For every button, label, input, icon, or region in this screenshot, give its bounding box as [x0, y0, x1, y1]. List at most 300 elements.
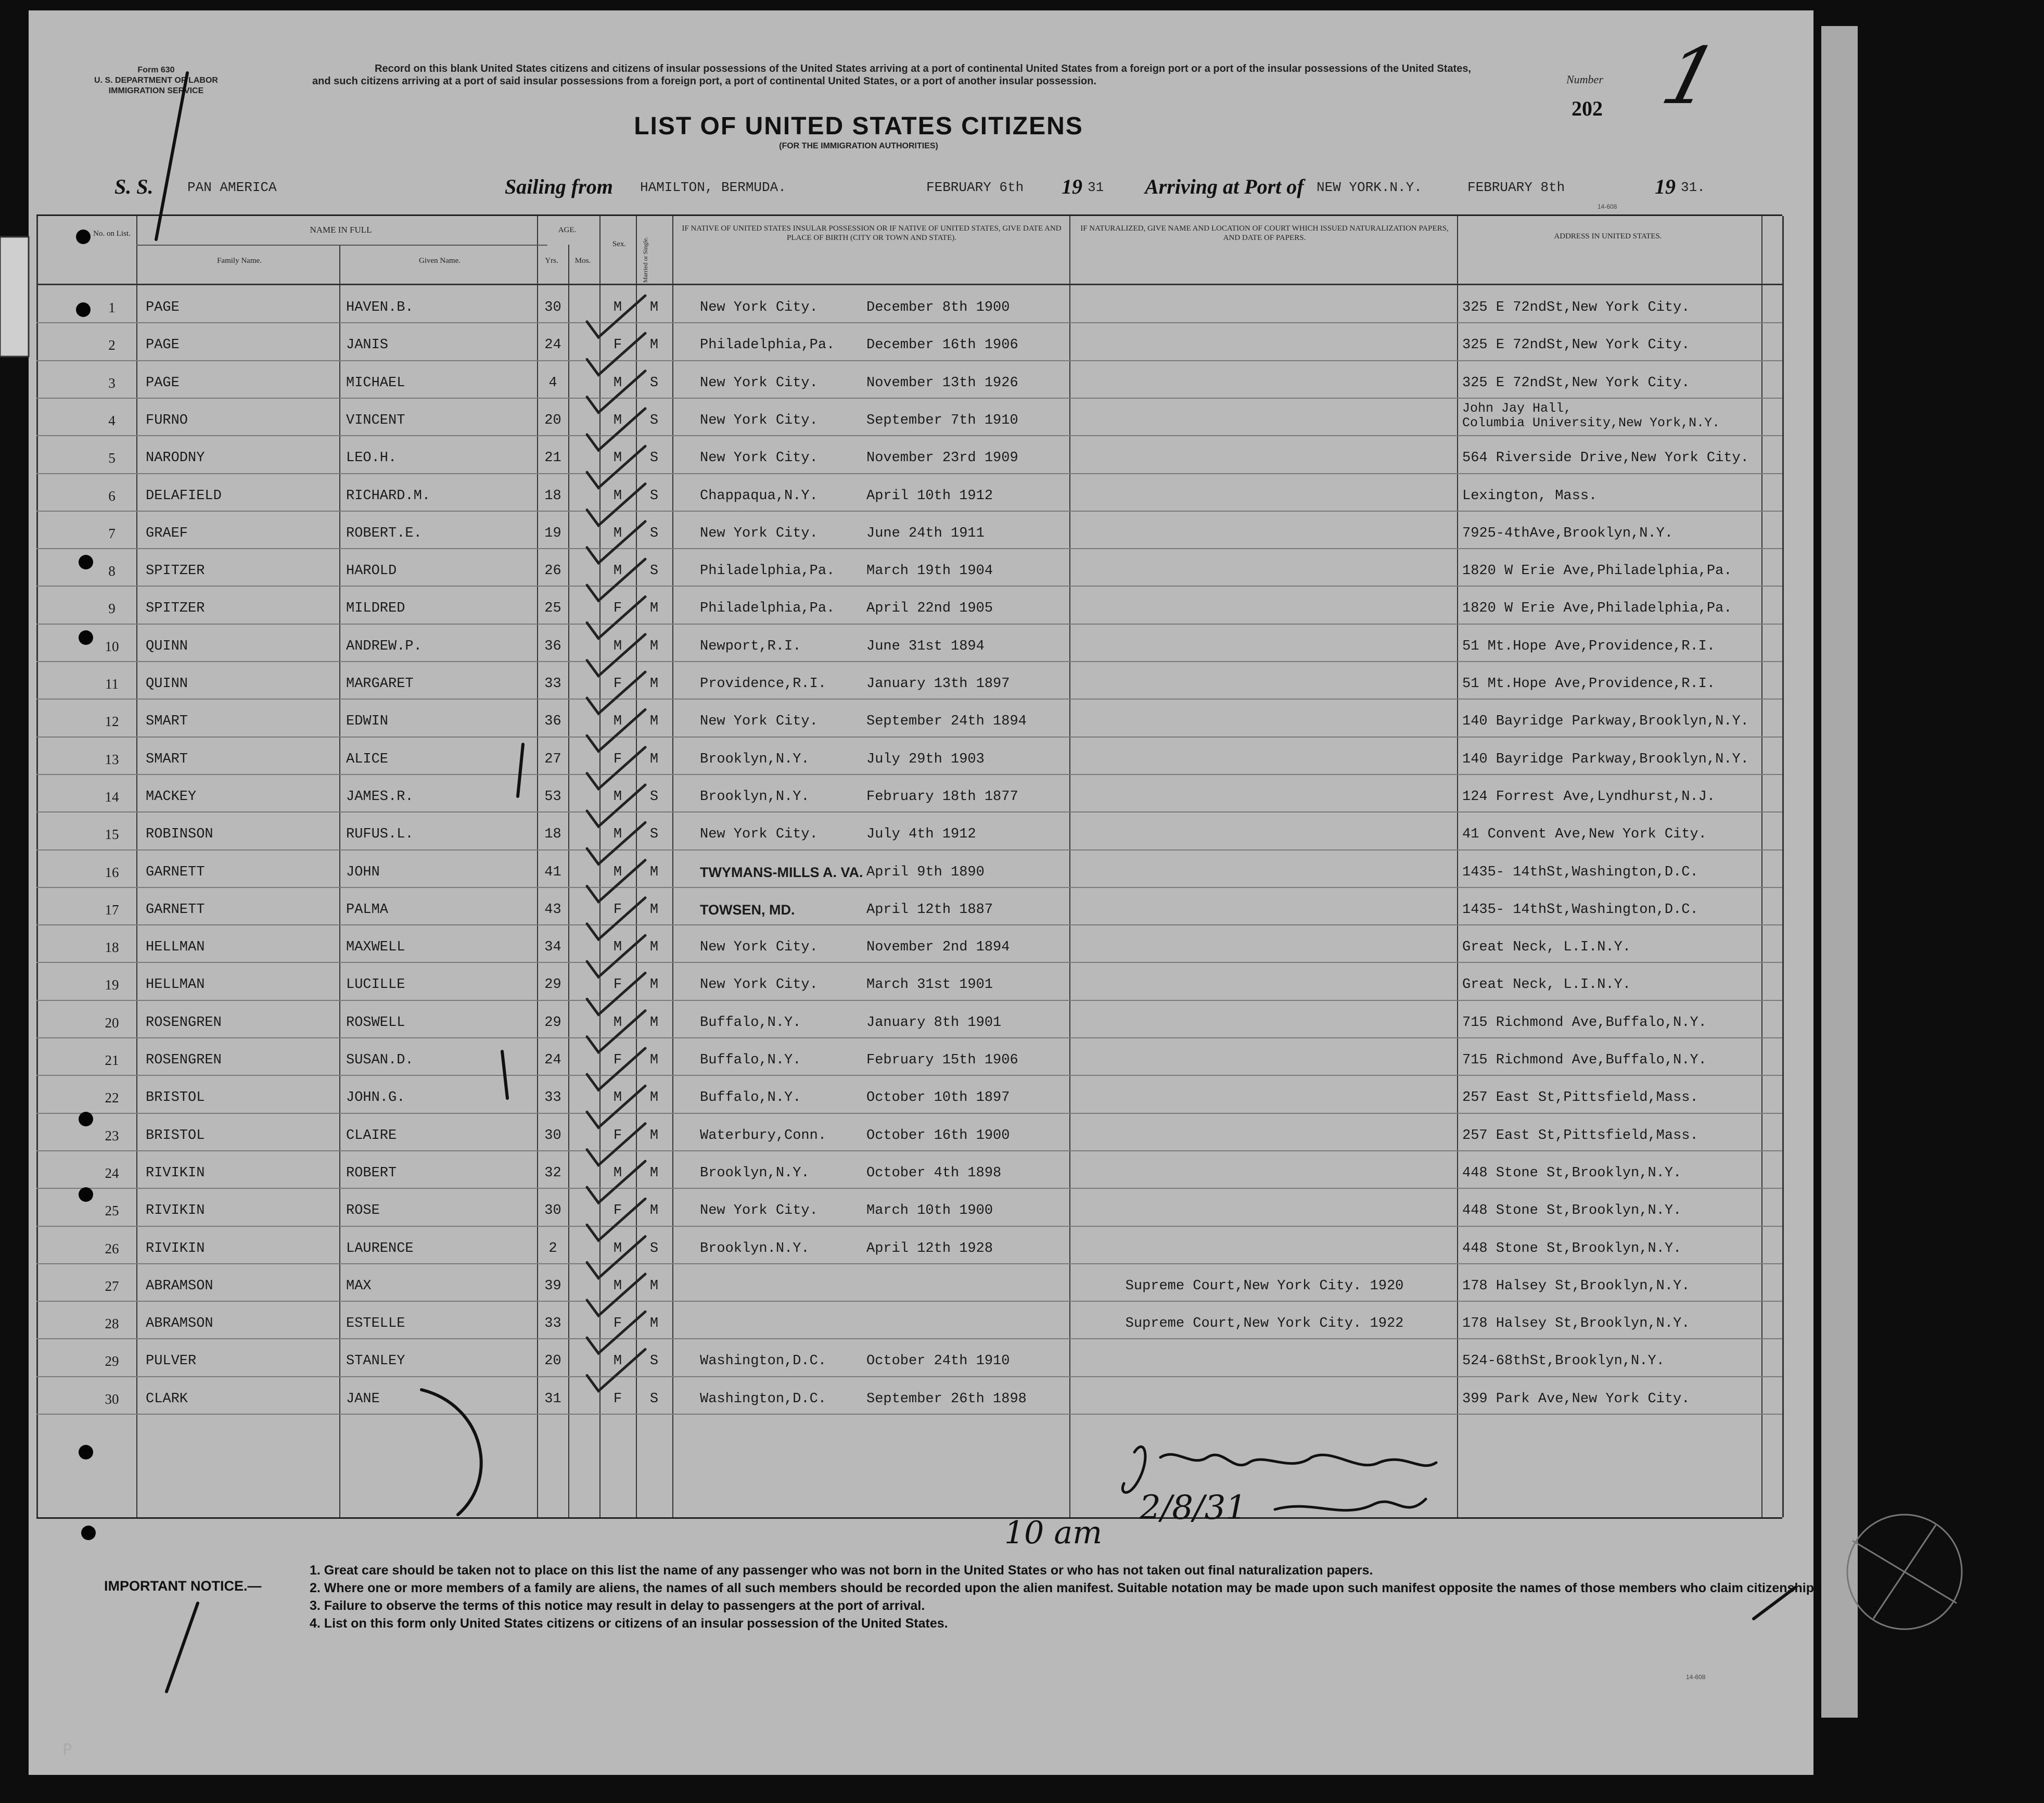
corner-mark: P [62, 1741, 72, 1759]
given-name: PALMA [346, 901, 389, 918]
col-age: AGE. [558, 226, 577, 234]
col-given-name: Given Name. [419, 257, 461, 265]
birth-place: Brooklyn,N.Y. [700, 751, 810, 767]
marital-status: M [649, 864, 659, 880]
sex: M [613, 1090, 622, 1106]
tick-mark-bottom-left [167, 1603, 198, 1692]
us-address: 524-68thSt,Brooklyn,N.Y. [1462, 1353, 1665, 1369]
row-number: 6 [108, 488, 116, 504]
sex: F [613, 676, 622, 692]
birth-date: June 31st 1894 [866, 638, 985, 654]
notice-lead: IMPORTANT NOTICE.— [104, 1578, 262, 1594]
marital-status: M [649, 638, 659, 654]
age-years: 19 [544, 525, 561, 541]
birth-place: Buffalo,N.Y. [700, 1090, 801, 1106]
us-address: 7925-4thAve,Brooklyn,N.Y. [1462, 525, 1673, 541]
marital-status: M [649, 1090, 659, 1106]
age-years: 29 [544, 1014, 561, 1031]
marital-status: S [649, 827, 659, 843]
age-years: 43 [544, 901, 561, 918]
birth-place: Washington,D.C. [700, 1353, 827, 1369]
naturalization-court: Supreme Court,New York City. 1922 [1125, 1316, 1404, 1332]
age-years: 20 [544, 1353, 561, 1369]
birth-place: New York City. [700, 375, 818, 391]
birth-place: Philadelphia,Pa. [700, 337, 835, 353]
age-years: 36 [544, 638, 561, 654]
age-years: 20 [544, 412, 561, 428]
age-years: 31 [544, 1391, 561, 1407]
given-name: ROSE [346, 1203, 380, 1219]
row-number: 5 [108, 450, 116, 466]
form-subtitle: (FOR THE IMMIGRATION AUTHORITIES) [779, 142, 938, 150]
us-address: 448 Stone St,Brooklyn,N.Y. [1462, 1203, 1682, 1219]
age-years: 25 [544, 601, 561, 617]
row-number: 1 [108, 300, 116, 315]
family-name: PAGE [146, 337, 180, 353]
us-address: 1820 W Erie Ave,Philadelphia,Pa. [1462, 601, 1732, 617]
age-years: 18 [544, 827, 561, 843]
us-address: Lexington, Mass. [1462, 488, 1598, 504]
birth-date: February 15th 1906 [866, 1052, 1018, 1068]
family-name: PULVER [146, 1353, 197, 1369]
age-years: 30 [544, 1127, 561, 1144]
birth-date: April 12th 1887 [866, 901, 993, 918]
sex: M [613, 488, 622, 504]
family-name: RIVIKIN [146, 1165, 205, 1181]
marital-status: M [649, 337, 659, 353]
birth-place: Buffalo,N.Y. [700, 1014, 801, 1031]
age-years: 33 [544, 1316, 561, 1332]
birth-place: New York City. [700, 939, 818, 956]
inspector-signature [1122, 1447, 1436, 1493]
sex: F [613, 1316, 622, 1332]
sex: M [613, 864, 622, 880]
birth-place: New York City. [700, 412, 818, 428]
family-name: ROBINSON [146, 827, 213, 843]
birth-date: September 7th 1910 [866, 412, 1018, 428]
handwritten-date: 2/8/31 [1140, 1489, 1247, 1527]
marital-status: M [649, 939, 659, 956]
birth-place: New York City. [700, 1203, 818, 1219]
family-name: QUINN [146, 638, 188, 654]
notice-items [310, 1561, 1819, 1632]
marital-status: M [649, 1052, 659, 1068]
given-name: ROBERT.E. [346, 525, 422, 541]
marital-status: M [649, 714, 659, 730]
row-number: 19 [105, 977, 119, 993]
row-number: 27 [105, 1278, 119, 1294]
us-address: 178 Halsey St,Brooklyn,N.Y. [1462, 1316, 1690, 1332]
family-name: GRAEF [146, 525, 188, 541]
arriving-year-suffix: 31. [1681, 180, 1705, 195]
marital-status: S [649, 412, 659, 428]
form-number: Form 630 [137, 66, 175, 74]
row-number: 29 [105, 1353, 119, 1369]
birth-date: April 9th 1890 [866, 864, 985, 880]
sex: M [613, 450, 622, 466]
row-number: 12 [105, 714, 119, 730]
marital-status: M [649, 1203, 659, 1219]
birth-date: October 10th 1897 [866, 1090, 1010, 1106]
given-name: MAXWELL [346, 939, 405, 956]
us-address: Great Neck, L.I.N.Y. [1462, 939, 1631, 956]
birth-date: September 24th 1894 [866, 714, 1027, 730]
arriving-port: NEW YORK.N.Y. [1317, 180, 1422, 195]
handwritten-sheet-number: 1 [1653, 31, 1727, 122]
sex: M [613, 1353, 622, 1369]
age-years: 39 [544, 1278, 561, 1294]
notice-item-3: 3. Failure to observe the terms of this notice may result in delay to passengers at the port of arrival. [310, 1598, 925, 1613]
birth-place: New York City. [700, 977, 818, 993]
row-number: 4 [108, 412, 116, 428]
us-address: 448 Stone St,Brooklyn,N.Y. [1462, 1240, 1682, 1256]
family-name: ROSENGREN [146, 1052, 222, 1068]
family-name: CLARK [146, 1391, 188, 1407]
family-name: ABRAMSON [146, 1278, 213, 1294]
notice-item-4: 4. List on this form only United States citizens or citizens of an insular possession of the United States. [310, 1616, 948, 1631]
birth-place: Providence,R.I. [700, 676, 827, 692]
birth-place: New York City. [700, 714, 818, 730]
arriving-year-prefix: 19 [1655, 175, 1676, 198]
col-no: No. on List. [93, 230, 131, 238]
age-years: 2 [548, 1240, 557, 1256]
family-name: SPITZER [146, 563, 205, 579]
us-address: 1820 W Erie Ave,Philadelphia,Pa. [1462, 563, 1732, 579]
age-years: 41 [544, 864, 561, 880]
notice-item-2: 2. Where one or more members of a family are aliens, the names of all such members should be recorded upon the alien manifest. Suitable notation may be made upon such manifest opposite the names of those members who claim citizenship. [310, 1581, 1818, 1595]
us-address: 1435- 14thSt,Washington,D.C. [1462, 901, 1698, 918]
given-name: LUCILLE [346, 977, 405, 993]
birth-date: April 22nd 1905 [866, 601, 993, 617]
birth-date: December 8th 1900 [866, 300, 1010, 315]
marital-status: S [649, 789, 659, 805]
form-title: LIST OF UNITED STATES CITIZENS [634, 112, 1083, 140]
sailing-date: FEBRUARY 6th [926, 180, 1024, 195]
sailing-year-prefix: 19 [1062, 175, 1082, 198]
row-number: 16 [105, 864, 119, 880]
ship-name: PAN AMERICA [187, 180, 277, 195]
us-address: 448 Stone St,Brooklyn,N.Y. [1462, 1165, 1682, 1181]
birth-date: April 10th 1912 [866, 488, 993, 504]
sailing-from: HAMILTON, BERMUDA. [640, 180, 786, 195]
sex: F [613, 1127, 622, 1144]
row-number: 28 [105, 1316, 119, 1332]
row-number: 9 [108, 601, 116, 617]
given-name: LAURENCE [346, 1240, 414, 1256]
us-address: 51 Mt.Hope Ave,Providence,R.I. [1462, 638, 1716, 654]
us-address: 715 Richmond Ave,Buffalo,N.Y. [1462, 1052, 1707, 1068]
col-yrs: Yrs. [545, 257, 558, 265]
age-years: 33 [544, 1090, 561, 1106]
sex: M [613, 827, 622, 843]
inspector-initials [1275, 1499, 1426, 1510]
birth-place: Waterbury,Conn. [700, 1127, 827, 1144]
print-code-bottom: 14-608 [1686, 1673, 1706, 1681]
birth-date: March 19th 1904 [866, 563, 993, 579]
sex: M [613, 300, 622, 315]
family-name: GARNETT [146, 864, 205, 880]
row-number: 17 [105, 901, 119, 918]
birth-date: January 8th 1901 [866, 1014, 1002, 1031]
age-years: 27 [544, 751, 561, 767]
birth-place: New York City. [700, 450, 818, 466]
col-sex: Sex. [612, 240, 627, 248]
sex: M [613, 1165, 622, 1181]
row-number: 13 [105, 751, 119, 767]
family-name: PAGE [146, 300, 180, 315]
age-years: 36 [544, 714, 561, 730]
marital-status: M [649, 1014, 659, 1031]
birth-date: October 24th 1910 [866, 1353, 1010, 1369]
sex: M [613, 563, 622, 579]
marital-status: M [649, 300, 659, 315]
age-years: 53 [544, 789, 561, 805]
us-address: 399 Park Ave,New York City. [1462, 1391, 1690, 1407]
marital-status: M [649, 1316, 659, 1332]
handwritten-time: 10 am [1004, 1515, 1103, 1551]
row-number: 20 [105, 1014, 119, 1031]
row-number: 23 [105, 1127, 119, 1144]
family-name: ROSENGREN [146, 1014, 222, 1031]
marital-status: M [649, 1127, 659, 1144]
us-address: 325 E 72ndSt,New York City. [1462, 337, 1690, 353]
row-number: 24 [105, 1165, 119, 1181]
birth-date: February 18th 1877 [866, 789, 1018, 805]
col-married-single: Married or Single. [642, 236, 649, 283]
sex: M [613, 714, 622, 730]
number-label: Number [1566, 73, 1603, 86]
birth-place: TOWSEN, MD. [700, 901, 795, 918]
age-years: 26 [544, 563, 561, 579]
us-address: 257 East St,Pittsfield,Mass. [1462, 1090, 1698, 1106]
brace-mark [421, 1390, 481, 1515]
age-years: 18 [544, 488, 561, 504]
col-family-name: Family Name. [217, 257, 262, 265]
birth-date: July 29th 1903 [866, 751, 985, 767]
birth-place: New York City. [700, 300, 818, 315]
birth-place: Brooklyn,N.Y. [700, 1165, 810, 1181]
row-number: 14 [105, 789, 119, 805]
family-name: FURNO [146, 412, 188, 428]
arriving-label: Arriving at Port of [1145, 175, 1304, 198]
row-number: 26 [105, 1240, 119, 1256]
sex: M [613, 1240, 622, 1256]
birth-place: Washington,D.C. [700, 1391, 827, 1407]
birth-place: New York City. [700, 827, 818, 843]
us-address: Great Neck, L.I.N.Y. [1462, 977, 1631, 993]
form-preamble: Record on this blank United States citizens and citizens of insular possessions of the United States arriving at a port of continental United States from a foreign port or a port of the insular possessions of the United States, and such citizens arriving at a port of said insular possessions from a foreign port, a port of continental United States, or a port of another insular possession. [312, 63, 1471, 87]
given-name: EDWIN [346, 714, 389, 730]
sex: F [613, 977, 622, 993]
given-name: ANDREW.P. [346, 638, 422, 654]
sex: M [613, 412, 622, 428]
birth-date: December 16th 1906 [866, 337, 1018, 353]
family-name: RIVIKIN [146, 1240, 205, 1256]
family-name: HELLMAN [146, 977, 205, 993]
marital-status: M [649, 977, 659, 993]
page-tab [0, 237, 29, 357]
given-name: ALICE [346, 751, 389, 767]
birth-place: TWYMANS-MILLS A. VA. [700, 864, 863, 880]
sex: M [613, 525, 622, 541]
birth-date: October 16th 1900 [866, 1127, 1010, 1144]
family-name: QUINN [146, 676, 188, 692]
service: IMMIGRATION SERVICE [108, 86, 204, 95]
sex: F [613, 1052, 622, 1068]
row-number: 30 [105, 1391, 119, 1407]
given-name: RICHARD.M. [346, 488, 431, 504]
family-name: HELLMAN [146, 939, 205, 956]
birth-date: June 24th 1911 [866, 525, 985, 541]
marital-status: M [649, 601, 659, 617]
marital-status: S [649, 563, 659, 579]
col-address: ADDRESS IN UNITED STATES. [1554, 232, 1662, 240]
birth-date: November 23rd 1909 [866, 450, 1018, 466]
notice-item-1: 1. Great care should be taken not to place on this list the name of any passenger who was not born in the United States or who has not taken out final naturalization papers. [310, 1563, 1373, 1578]
given-name: JANE [346, 1391, 380, 1407]
sex: M [613, 1278, 622, 1294]
birth-date: April 12th 1928 [866, 1240, 993, 1256]
print-code-top: 14-608 [1598, 203, 1617, 210]
row-number: 8 [108, 563, 116, 579]
given-name: ROBERT [346, 1165, 397, 1181]
family-name: PAGE [146, 375, 180, 391]
age-years: 32 [544, 1165, 561, 1181]
sex: F [613, 601, 622, 617]
col-mos: Mos. [574, 257, 591, 265]
birth-place: Philadelphia,Pa. [700, 563, 835, 579]
marital-status: S [649, 488, 659, 504]
col-birthplace: IF NATIVE OF UNITED STATES INSULAR POSSESSION OR IF NATIVE OF UNITED STATES, GIVE DATE AND PLACE OF BIRTH (CITY OR TOWN AND STATE). [682, 224, 1062, 242]
marital-status: S [649, 525, 659, 541]
marital-status: S [649, 1391, 659, 1407]
us-address: John Jay Hall, Columbia University,New York,N.Y. [1462, 400, 1720, 430]
sex: F [613, 337, 622, 353]
row-number: 7 [108, 525, 116, 541]
us-address: 178 Halsey St,Brooklyn,N.Y. [1462, 1278, 1690, 1294]
ss-label: S. S. [114, 175, 154, 198]
sex: M [613, 1014, 622, 1031]
marital-status: M [649, 1278, 659, 1294]
given-name: ESTELLE [346, 1316, 405, 1332]
age-years: 21 [544, 450, 561, 466]
birth-date: January 13th 1897 [866, 676, 1010, 692]
marital-status: M [649, 1165, 659, 1181]
birth-place: Buffalo,N.Y. [700, 1052, 801, 1068]
marital-status: S [649, 375, 659, 391]
sex: M [613, 939, 622, 956]
age-years: 30 [544, 300, 561, 315]
given-name: HAVEN.B. [346, 300, 414, 315]
age-years: 30 [544, 1203, 561, 1219]
birth-place: New York City. [700, 525, 818, 541]
birth-place: Brooklyn,N.Y. [700, 789, 810, 805]
birth-date: November 2nd 1894 [866, 939, 1010, 956]
family-name: RIVIKIN [146, 1203, 205, 1219]
us-address: 140 Bayridge Parkway,Brooklyn,N.Y. [1462, 714, 1749, 730]
sex: F [613, 901, 622, 918]
family-name: BRISTOL [146, 1090, 205, 1106]
birth-place: Brooklyn.N.Y. [700, 1240, 810, 1256]
family-name: SMART [146, 714, 188, 730]
marital-status: S [649, 1240, 659, 1256]
us-address: 325 E 72ndSt,New York City. [1462, 375, 1690, 391]
given-name: ROSWELL [346, 1014, 405, 1031]
row-number: 2 [108, 337, 116, 353]
given-name: JOHN [346, 864, 380, 880]
tick-mark-row20 [502, 1051, 507, 1098]
us-address: 124 Forrest Ave,Lyndhurst,N.J. [1462, 789, 1716, 805]
marital-status: S [649, 450, 659, 466]
col-naturalized: IF NATURALIZED, GIVE NAME AND LOCATION OF COURT WHICH ISSUED NATURALIZATION PAPERS, AND DATE OF PAPERS. [1080, 224, 1449, 242]
us-address: 564 Riverside Drive,New York City. [1462, 450, 1749, 466]
given-name: RUFUS.L. [346, 827, 414, 843]
row-number: 10 [105, 638, 119, 654]
birth-date: October 4th 1898 [866, 1165, 1002, 1181]
sex: M [613, 789, 622, 805]
given-name: VINCENT [346, 412, 405, 428]
col-name-in-full: NAME IN FULL [310, 225, 372, 235]
given-name: LEO.H. [346, 450, 397, 466]
marital-status: M [649, 676, 659, 692]
family-name: DELAFIELD [146, 488, 222, 504]
tick-mark-row12 [518, 744, 523, 796]
sailing-year-suffix: 31 [1088, 180, 1104, 195]
family-name: SMART [146, 751, 188, 767]
age-years: 24 [544, 1052, 561, 1068]
sex: F [613, 751, 622, 767]
family-name: ABRAMSON [146, 1316, 213, 1332]
given-name: JAMES.R. [346, 789, 414, 805]
age-years: 29 [544, 977, 561, 993]
given-name: MARGARET [346, 676, 414, 692]
given-name: MAX [346, 1278, 372, 1294]
sex: F [613, 1203, 622, 1219]
given-name: HAROLD [346, 563, 397, 579]
us-address: 325 E 72ndSt,New York City. [1462, 300, 1690, 315]
us-address: 140 Bayridge Parkway,Brooklyn,N.Y. [1462, 751, 1749, 767]
family-name: NARODNY [146, 450, 205, 466]
birth-date: September 26th 1898 [866, 1391, 1027, 1407]
sex: M [613, 638, 622, 654]
marital-status: M [649, 751, 659, 767]
us-address: 715 Richmond Ave,Buffalo,N.Y. [1462, 1014, 1707, 1031]
given-name: STANLEY [346, 1353, 405, 1369]
row-number: 25 [105, 1203, 119, 1219]
age-years: 24 [544, 337, 561, 353]
us-address: 257 East St,Pittsfield,Mass. [1462, 1127, 1698, 1144]
sex: M [613, 375, 622, 391]
us-address: 41 Convent Ave,New York City. [1462, 827, 1707, 843]
given-name: JOHN.G. [346, 1090, 405, 1106]
given-name: CLAIRE [346, 1127, 397, 1144]
birth-place: Newport,R.I. [700, 638, 801, 654]
family-name: SPITZER [146, 601, 205, 617]
row-number: 3 [108, 375, 116, 391]
age-years: 33 [544, 676, 561, 692]
birth-date: March 31st 1901 [866, 977, 993, 993]
family-name: MACKEY [146, 789, 197, 805]
us-address: 1435- 14thSt,Washington,D.C. [1462, 864, 1698, 880]
birth-date: July 4th 1912 [866, 827, 976, 843]
row-number: 15 [105, 827, 119, 843]
sailing-from-label: Sailing from [505, 175, 613, 198]
sex: F [613, 1391, 622, 1407]
number-value: 202 [1572, 97, 1603, 120]
tick-mark-left [156, 73, 187, 239]
arriving-date: FEBRUARY 8th [1467, 180, 1565, 195]
row-number: 21 [105, 1052, 119, 1068]
